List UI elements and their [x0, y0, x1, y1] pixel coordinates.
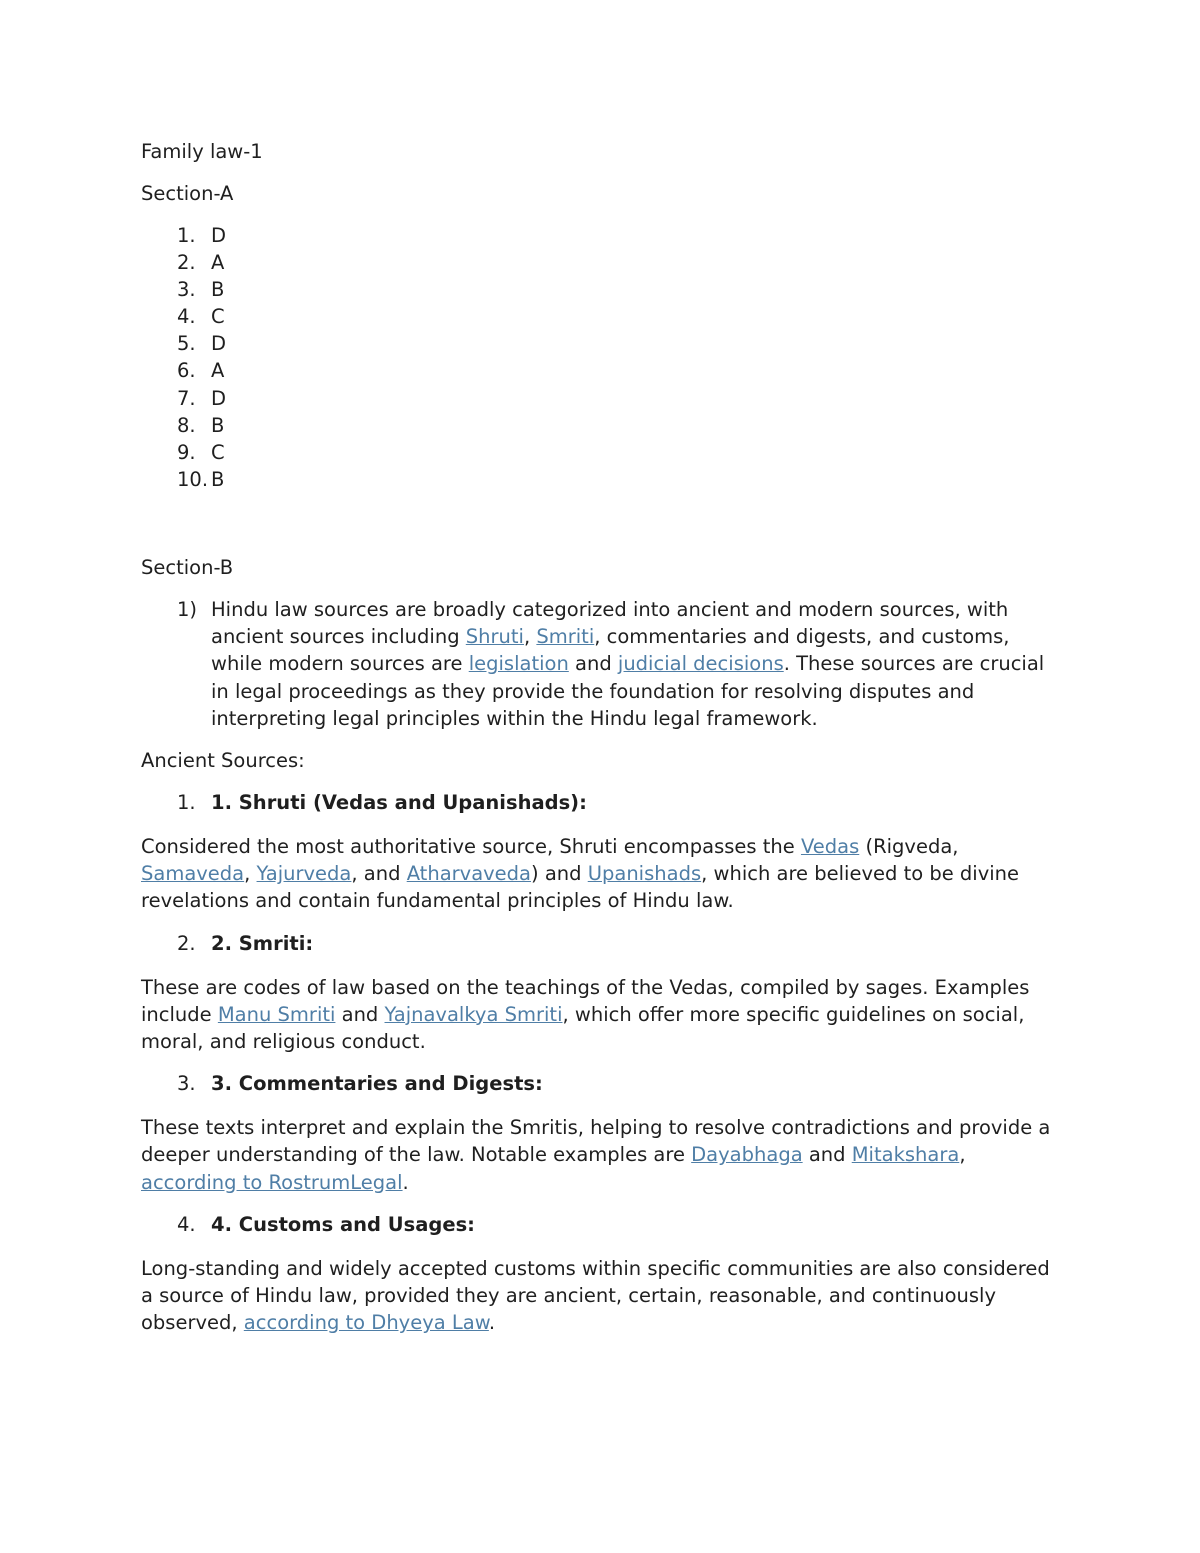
- answer-value: B: [211, 413, 225, 437]
- text-run: These texts interpret and explain the Smritis, helping to resolve contradictions and provide a deeper understanding of the law. Notable examples are: [141, 1116, 1051, 1167]
- list-item: [141, 303, 1066, 330]
- answer-value: C: [211, 440, 225, 464]
- text-run: .: [488, 1311, 496, 1335]
- smriti-paragraph: [141, 974, 1066, 1056]
- text-run: and: [335, 1002, 385, 1026]
- text-run: .: [402, 1170, 409, 1194]
- list-number: 4.: [177, 1212, 196, 1236]
- text-run: ,: [959, 1143, 966, 1167]
- text-run: and: [802, 1143, 852, 1167]
- question-1-answer: [141, 596, 1066, 732]
- answer-value: C: [211, 305, 225, 329]
- text-run: Long-standing and widely accepted customs within specific communities are also considered a source of Hindu law, provided they are ancient, certain, reasonable, and continuously observed,: [141, 1256, 1050, 1335]
- list-number: 6.: [177, 359, 196, 383]
- link-dayabhaga[interactable]: Dayabhaga: [691, 1143, 803, 1167]
- link-shruti[interactable]: Shruti: [465, 625, 524, 649]
- document-page: [141, 138, 1066, 1351]
- list-item: [141, 357, 1066, 384]
- list-item: [141, 385, 1066, 412]
- link-rostrumlegal[interactable]: according to RostrumLegal: [141, 1170, 403, 1194]
- list-item: [141, 276, 1066, 303]
- subsection-title: 4. Customs and Usages:: [211, 1212, 475, 1236]
- text-run: ,: [523, 625, 537, 649]
- section-a-heading: Section-A: [141, 182, 234, 205]
- link-smriti[interactable]: Smriti: [536, 625, 595, 649]
- link-yajurveda[interactable]: Yajurveda: [256, 862, 352, 886]
- answer-value: B: [211, 467, 225, 491]
- text-run: . These sources are crucial in legal proceedings as they provide the foundation for resolving disputes and interpreting legal principles within the Hindu legal framework.: [211, 652, 1045, 730]
- link-dhyeya-law[interactable]: according to Dhyeya Law: [243, 1311, 489, 1335]
- link-legislation[interactable]: legislation: [468, 652, 569, 676]
- subsection-title: 2. Smriti:: [211, 931, 314, 955]
- list-number: 1): [177, 597, 198, 621]
- link-mitakshara[interactable]: Mitakshara: [851, 1143, 960, 1167]
- text-run: ,: [244, 862, 257, 886]
- list-number: 2.: [177, 931, 196, 955]
- text-run: , and: [351, 862, 407, 886]
- list-item: [141, 466, 1066, 493]
- answer-value: A: [211, 251, 225, 275]
- document-title: Family law-1: [141, 140, 263, 163]
- text-run: Considered the most authoritative source, Shruti encompasses the: [141, 834, 801, 858]
- list-number: 1.: [177, 224, 196, 247]
- link-yajnavalkya-smriti[interactable]: Yajnavalkya Smriti: [384, 1002, 563, 1026]
- answer-value: D: [211, 332, 227, 356]
- answer-value: A: [211, 359, 225, 383]
- text-run: , which are believed to be divine revelations and contain fundamental principles of Hindu law.: [141, 862, 1020, 913]
- link-vedas[interactable]: Vedas: [800, 834, 860, 858]
- list-number: 10.: [177, 467, 209, 491]
- link-manu-smriti[interactable]: Manu Smriti: [217, 1002, 336, 1026]
- list-item: [141, 222, 1066, 249]
- shruti-paragraph: [141, 833, 1066, 915]
- text-run: (Rigveda,: [859, 834, 959, 858]
- answer-text: [211, 598, 1044, 730]
- list-number: 4.: [177, 305, 196, 329]
- commentaries-paragraph: [141, 1114, 1066, 1196]
- link-atharvaveda[interactable]: Atharvaveda: [406, 862, 532, 886]
- subsection-heading: [141, 1211, 1066, 1238]
- list-number: 5.: [177, 332, 196, 356]
- section-b-heading: Section-B: [141, 555, 234, 579]
- link-judicial-decisions[interactable]: judicial decisions: [617, 652, 784, 676]
- list-item: [141, 412, 1066, 439]
- subsection-title: 1. Shruti (Vedas and Upanishads):: [211, 790, 587, 814]
- list-number: 9.: [177, 440, 196, 464]
- link-upanishads[interactable]: Upanishads: [587, 862, 702, 886]
- text-run: and: [568, 652, 618, 676]
- answer-value: D: [211, 224, 227, 247]
- list-number: 3.: [177, 278, 196, 302]
- answer-value: D: [211, 386, 227, 410]
- subsection-heading: [141, 930, 1066, 957]
- list-item: [141, 330, 1066, 357]
- text-run: Hindu law sources are broadly categorized into ancient and modern sources, with ancient sources including: [211, 597, 1009, 649]
- text-run: , commentaries and digests, and customs, while modern sources are: [211, 625, 1010, 676]
- subsection-heading: [141, 1070, 1066, 1097]
- answer-value: B: [211, 278, 225, 302]
- list-number: 2.: [177, 251, 196, 275]
- list-item: [141, 249, 1066, 276]
- list-number: 1.: [177, 790, 196, 814]
- text-run: , which offer more specific guidelines on social, moral, and religious conduct.: [141, 1002, 1025, 1053]
- text-run: These are codes of law based on the teachings of the Vedas, compiled by sages. Examples include: [141, 975, 1030, 1026]
- ancient-sources-heading: Ancient Sources:: [141, 748, 305, 772]
- list-number: 8.: [177, 413, 196, 437]
- customs-paragraph: [141, 1255, 1066, 1337]
- text-run: ) and: [531, 862, 588, 886]
- list-number: 7.: [177, 386, 196, 410]
- list-item: [141, 439, 1066, 466]
- link-samaveda[interactable]: Samaveda: [141, 862, 245, 886]
- subsection-heading: [141, 789, 1066, 816]
- subsection-title: 3. Commentaries and Digests:: [211, 1072, 543, 1096]
- answer-list: [141, 222, 1066, 493]
- list-number: 3.: [177, 1072, 196, 1096]
